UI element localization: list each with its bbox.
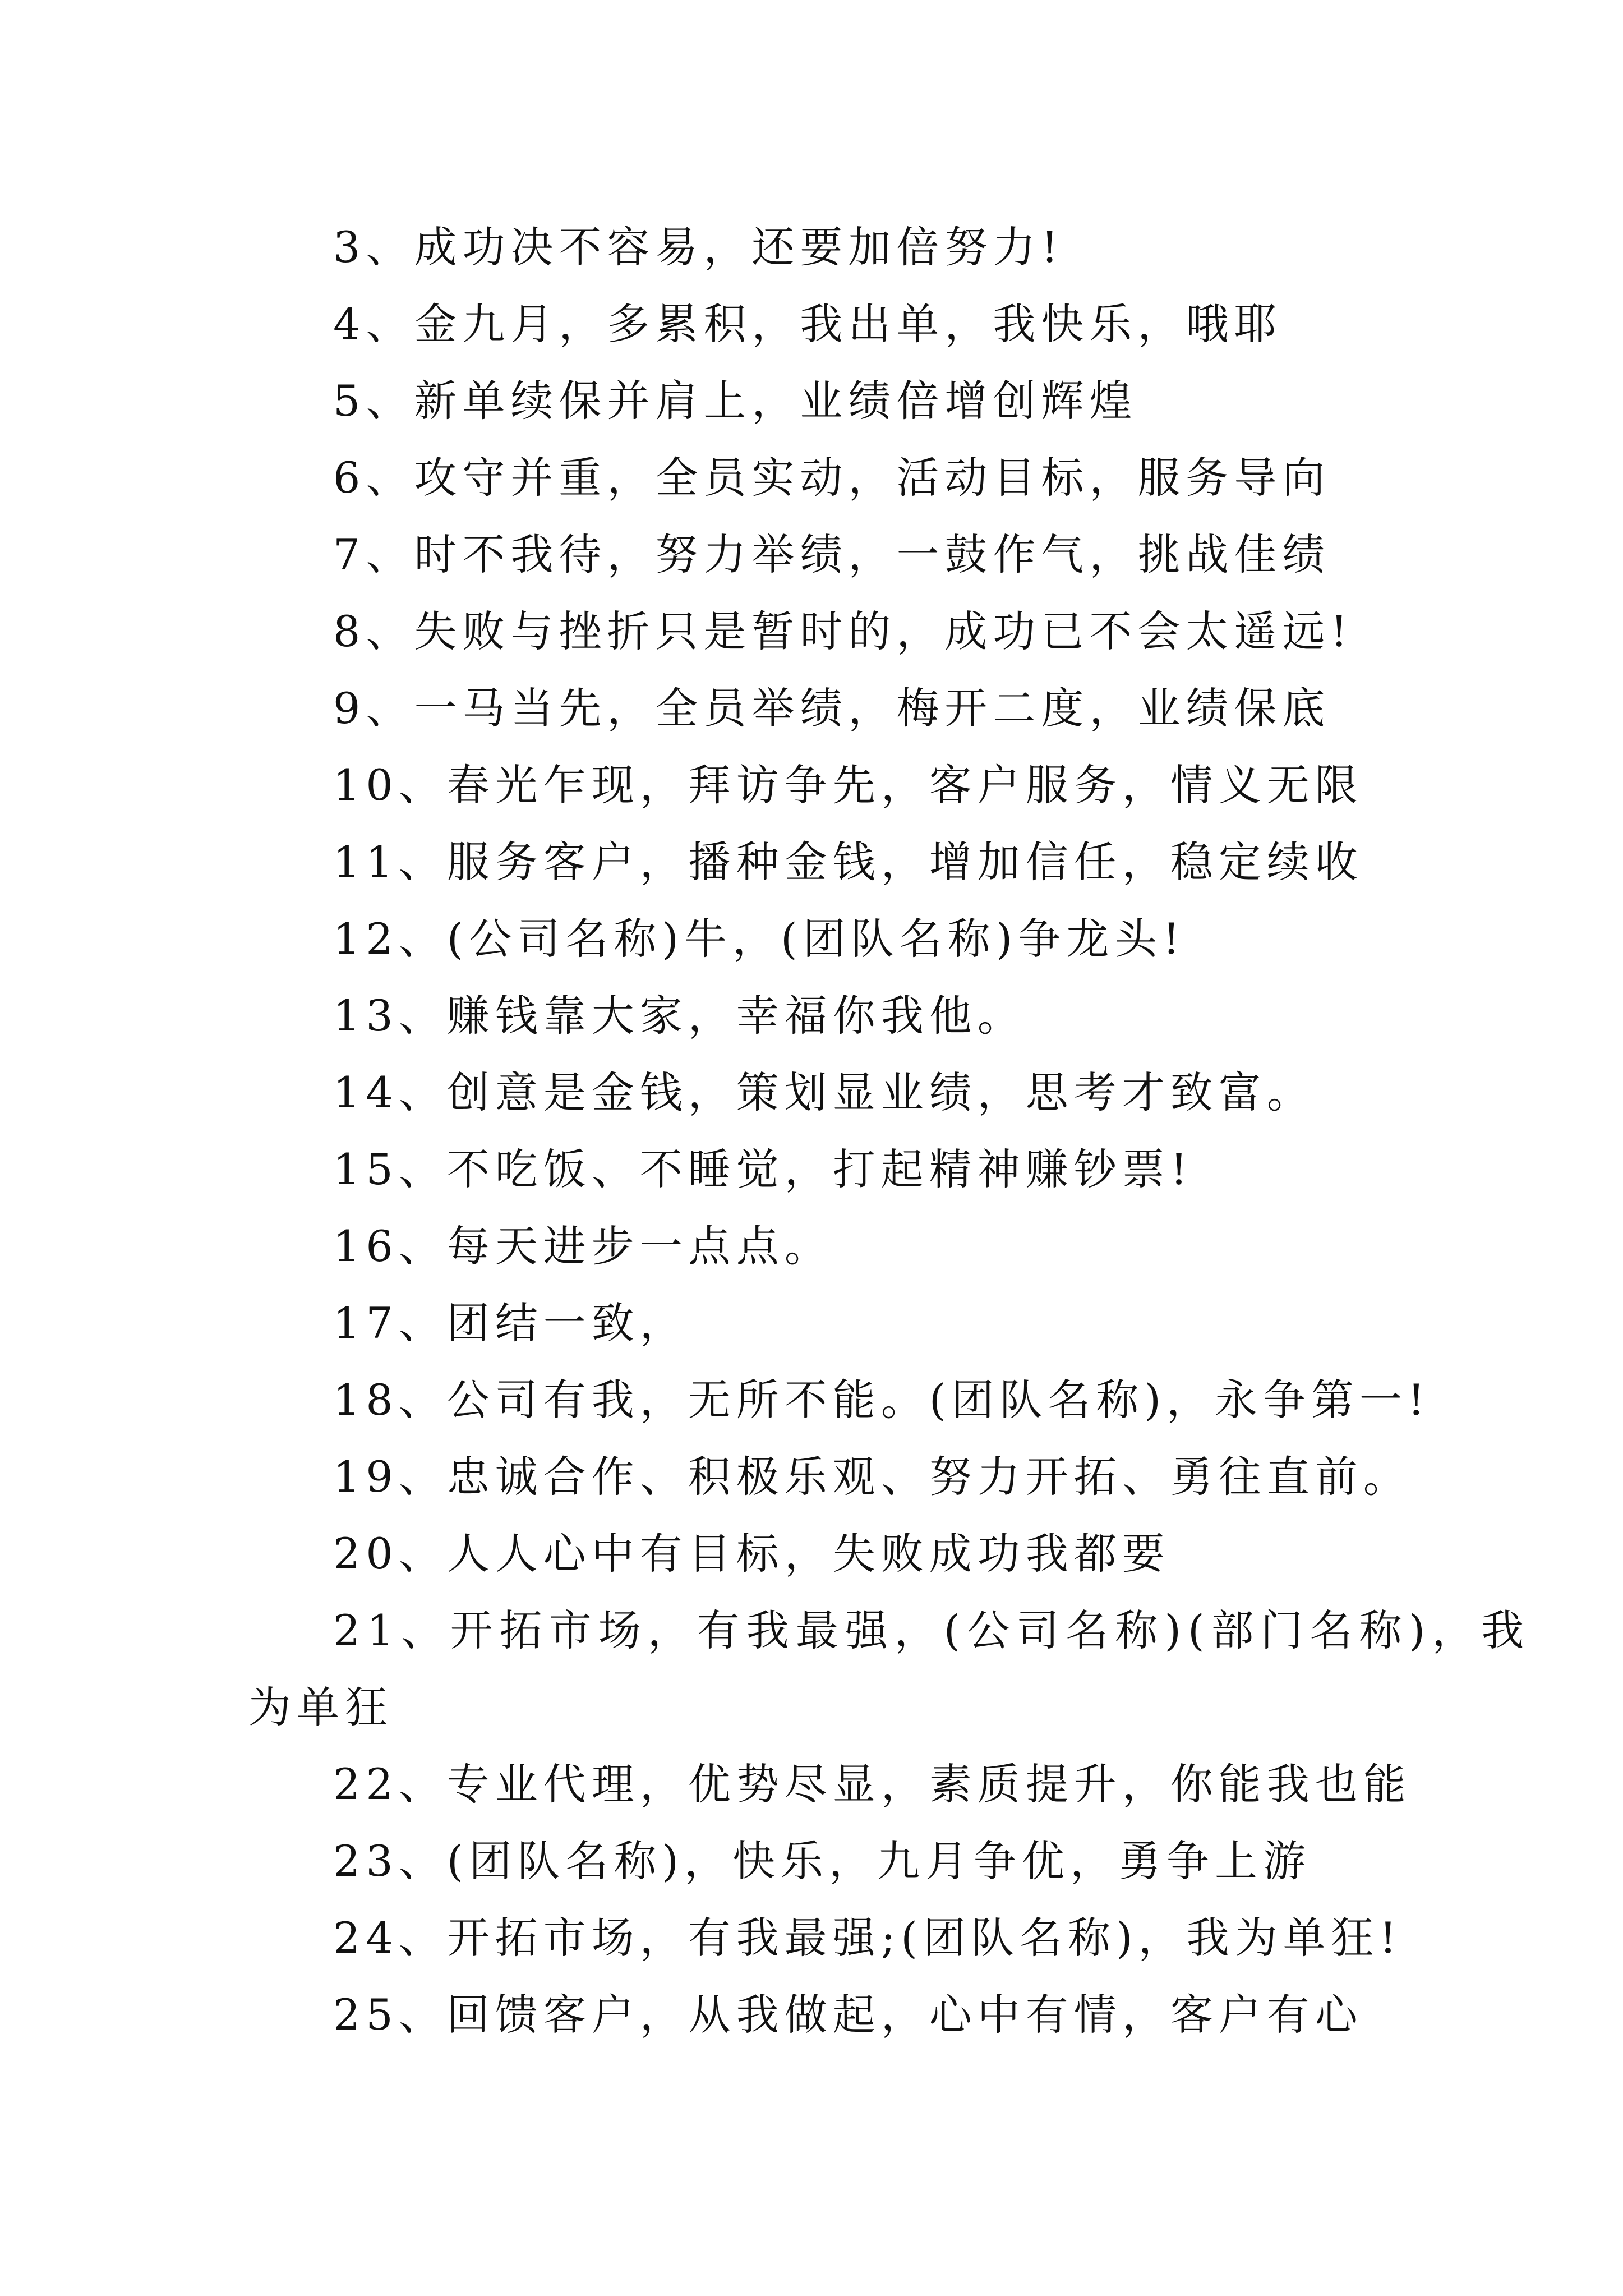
slogan-line-16: 16、每天进步一点点。	[333, 1221, 833, 1271]
slogan-line-23: 23、(团队名称)，快乐，九月争优，勇争上游	[333, 1836, 1312, 1886]
slogan-line-19: 19、忠诚合作、积极乐观、努力开拓、勇往直前。	[333, 1452, 1412, 1502]
slogan-line-17: 17、团结一致，	[333, 1298, 688, 1348]
slogan-line-9: 9、一马当先，全员举绩，梅开二度，业绩保底	[333, 683, 1331, 733]
slogan-line-10: 10、春光乍现，拜访争先，客户服务，情义无限	[333, 760, 1363, 810]
slogan-line-11: 11、服务客户，播种金钱，增加信任，稳定续收	[333, 837, 1363, 887]
slogan-line-21-continuation: 为单狂	[248, 1682, 393, 1732]
slogan-line-13: 13、赚钱靠大家，幸福你我他。	[333, 991, 1026, 1041]
slogan-line-14: 14、创意是金钱，策划显业绩，思考才致富。	[333, 1068, 1315, 1117]
slogan-line-18: 18、公司有我，无所不能。(团队名称)，永争第一!	[333, 1375, 1431, 1425]
slogan-line-5: 5、新单续保并肩上，业绩倍增创辉煌	[333, 376, 1138, 426]
slogan-line-8: 8、失败与挫折只是暂时的，成功已不会太遥远!	[333, 606, 1353, 656]
slogan-line-22: 22、专业代理，优势尽显，素质提升，你能我也能	[333, 1759, 1412, 1809]
slogan-line-21: 21、开拓市场，有我最强，(公司名称)(部门名称)，我	[333, 1605, 1531, 1655]
slogan-line-15: 15、不吃饭、不睡觉，打起精神赚钞票!	[333, 1144, 1193, 1194]
slogan-line-12: 12、(公司名称)牛，(团队名称)争龙头!	[333, 914, 1186, 964]
slogan-line-4: 4、金九月，多累积，我出单，我快乐，哦耶	[333, 299, 1283, 349]
slogan-list	[248, 209, 1531, 2053]
slogan-line-25: 25、回馈客户，从我做起，心中有情，客户有心	[333, 1990, 1363, 2040]
slogan-line-6: 6、攻守并重，全员实动，活动目标，服务导向	[333, 453, 1331, 503]
slogan-line-3: 3、成功决不容易，还要加倍努力!	[333, 222, 1064, 272]
slogan-line-7: 7、时不我待，努力举绩，一鼓作气，挑战佳绩	[333, 530, 1331, 579]
slogan-line-20: 20、人人心中有目标，失败成功我都要	[333, 1529, 1170, 1579]
slogan-line-24: 24、开拓市场，有我最强;(团队名称)，我为单狂!	[333, 1913, 1403, 1963]
